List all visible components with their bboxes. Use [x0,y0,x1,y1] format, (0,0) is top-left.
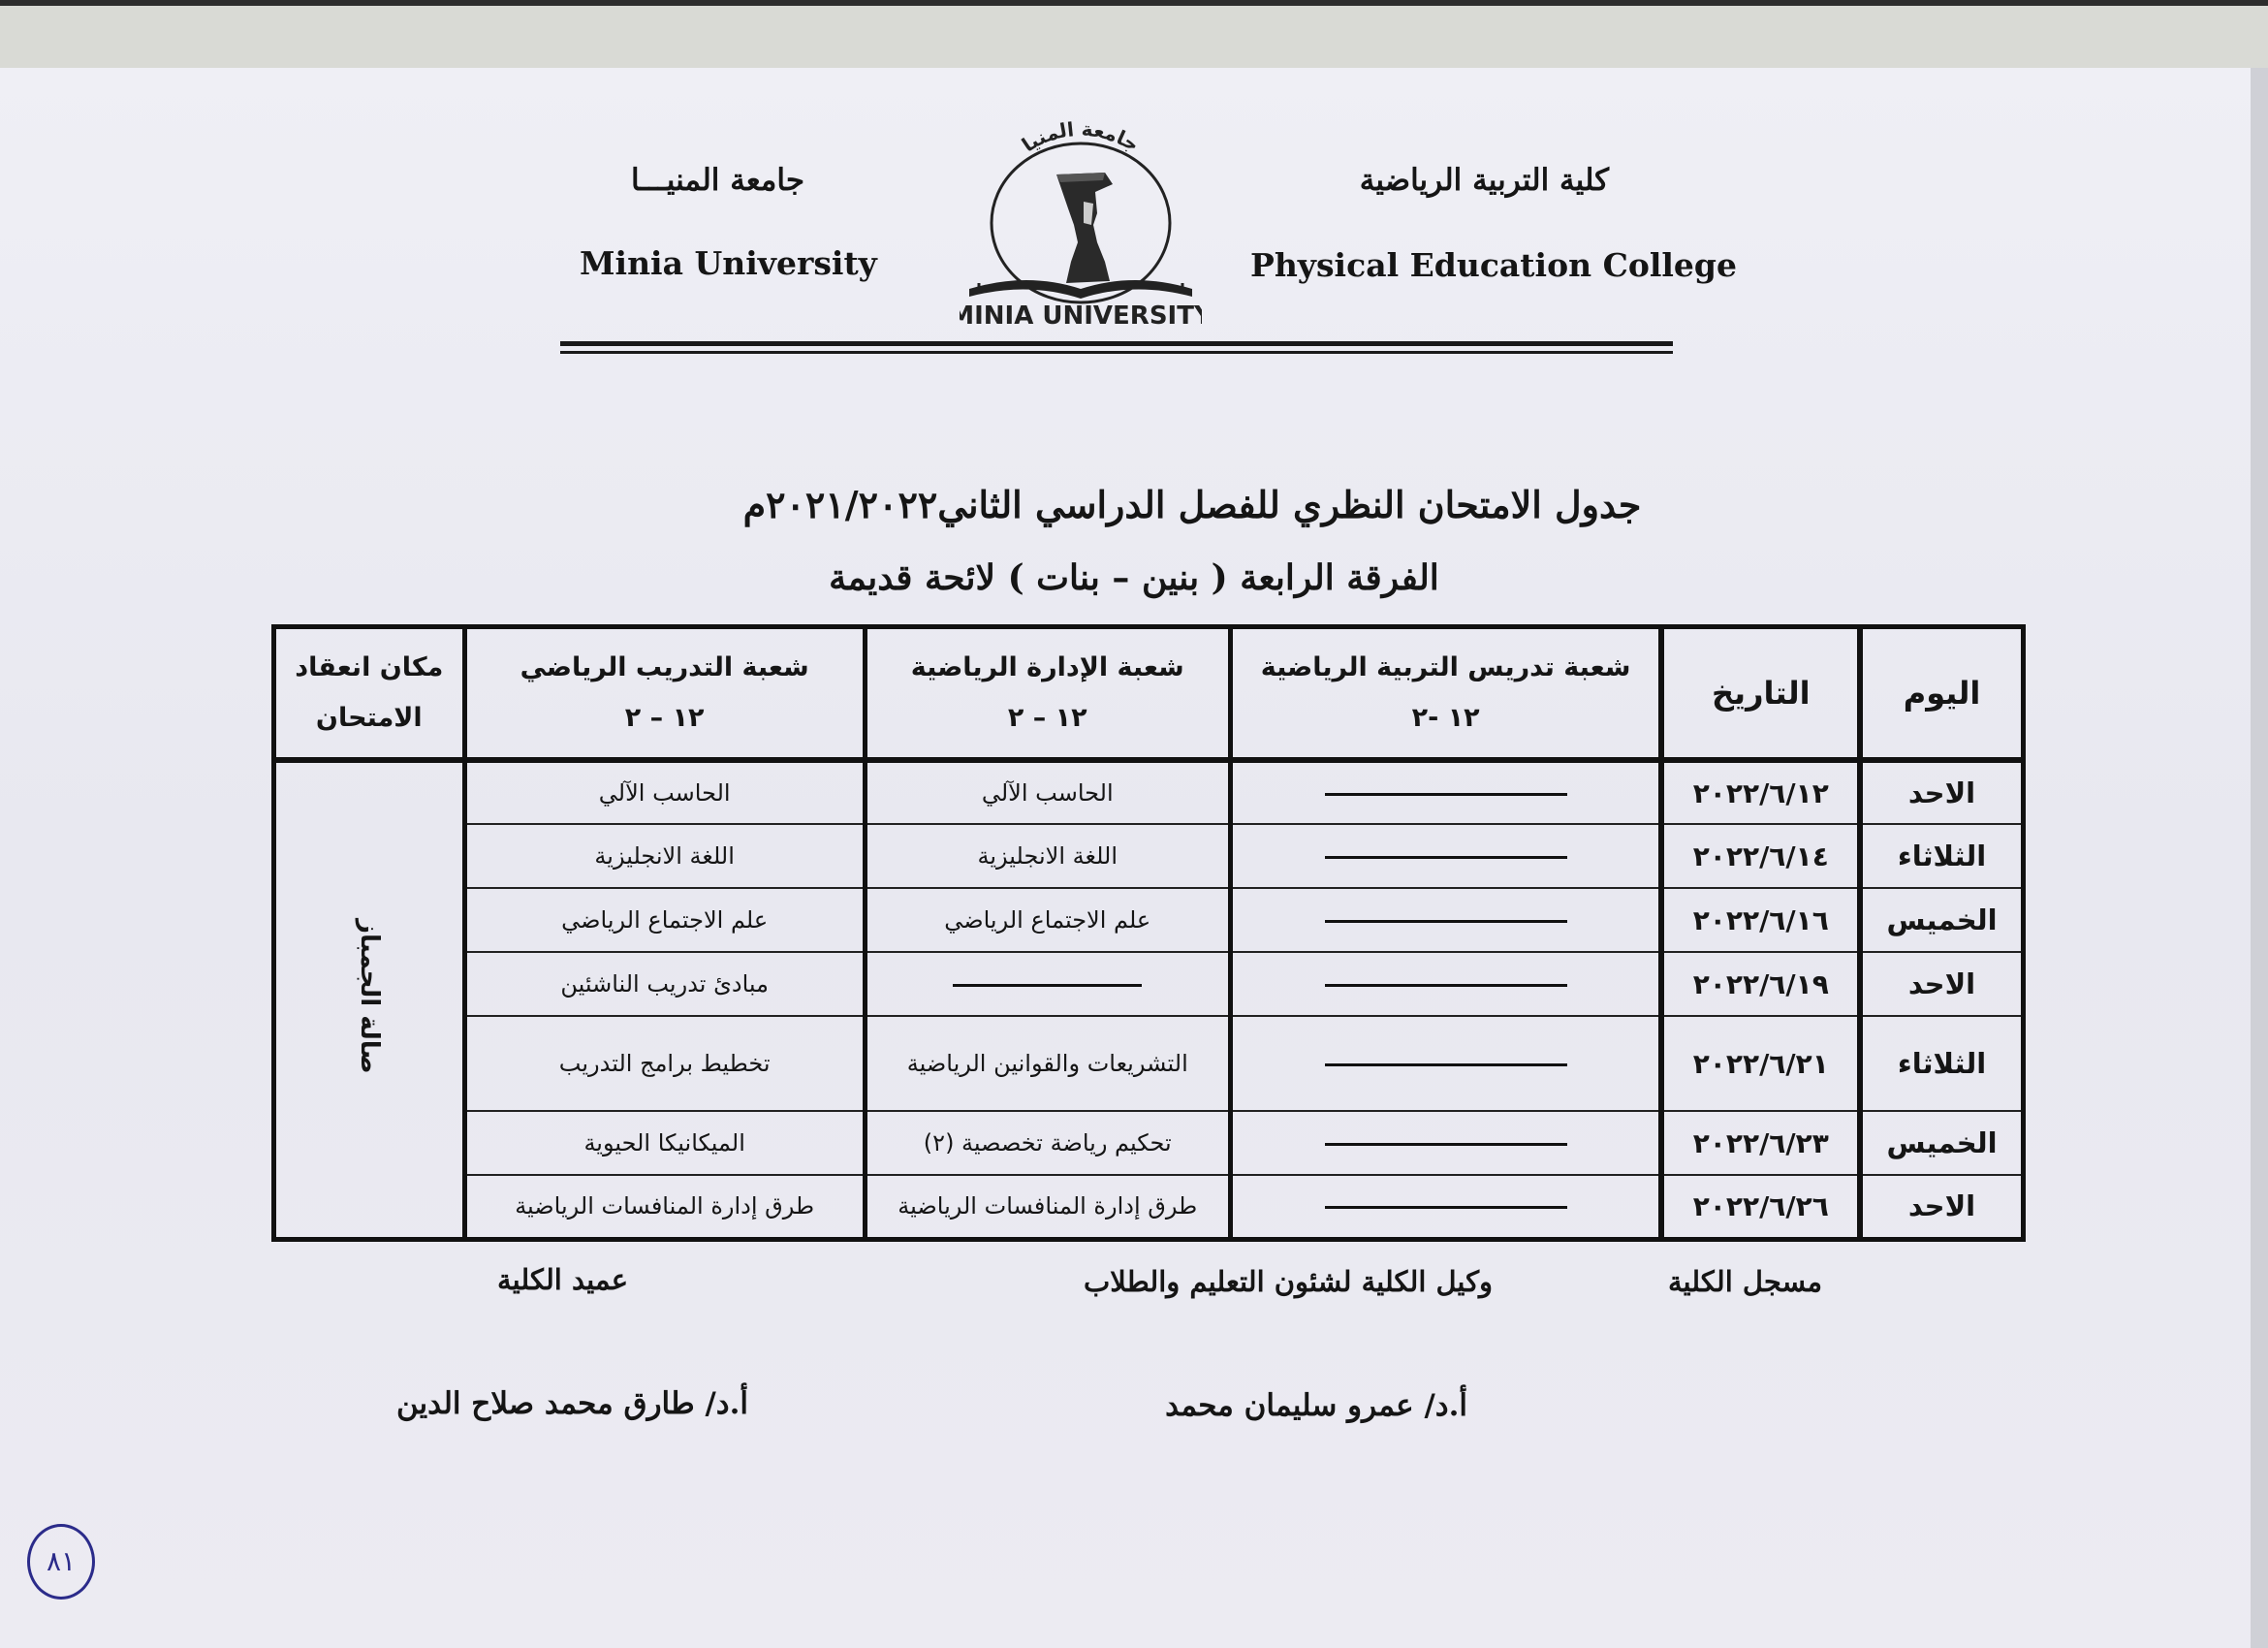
row-training-course: الحاسب الآلي [464,760,865,824]
venue-label: صالة الجمباز [354,919,384,1075]
row-training-course: اللغة الانجليزية [464,824,865,888]
header-rule-thin [560,351,1673,354]
row-date: ٢٠٢٢/٦/٢٦ [1661,1175,1860,1239]
row-day: الثلاثاء [1860,1016,2023,1111]
minia-university-logo [960,116,1202,334]
empty-dash [1325,1206,1567,1209]
header-training-code: ١٢ – ٢ [624,703,705,733]
handwritten-page-number: ٨١ [27,1524,95,1600]
header-admin-label: شعبة الإدارة الرياضية [910,652,1184,682]
row-date: ٢٠٢٢/٦/١٤ [1661,824,1860,888]
row-date: ٢٠٢٢/٦/١٩ [1661,952,1860,1016]
row-day: الاحد [1860,1175,2023,1239]
header-admin [865,627,1230,761]
header-pe-teaching-label: شعبة تدريس التربية الرياضية [1260,652,1631,682]
table-row [274,1175,2024,1239]
exam-schedule-table [271,624,2026,1242]
logo-arabic-text: جامعة المنيا [1017,116,1144,157]
college-name-english: Physical Education College [1250,246,1737,284]
row-admin-empty [865,952,1230,1016]
row-admin-course: طرق إدارة المنافسات الرياضية [865,1175,1230,1239]
row-admin-course: اللغة الانجليزية [865,824,1230,888]
venue-cell [274,760,465,1239]
row-pe-teaching-empty [1230,1111,1661,1175]
empty-dash [1325,920,1567,923]
schedule-title: جدول الامتحان النظري للفصل الدراسي الثاني٢٠٢١/٢٠٢٢م [742,483,1642,526]
row-admin-course: علم الاجتماع الرياضي [865,888,1230,952]
header-training [464,627,865,761]
row-day: الاحد [1860,952,2023,1016]
row-pe-teaching-empty [1230,760,1661,824]
university-name-arabic: جامعة المنيـــا [631,163,804,198]
header-date: التاريخ [1661,627,1860,761]
row-pe-teaching-empty [1230,1175,1661,1239]
row-admin-course: الحاسب الآلي [865,760,1230,824]
schedule-subtitle: الفرقة الرابعة ( بنين – بنات ) لائحة قديمة [829,557,1439,598]
table-row [274,888,2024,952]
row-day: الخميس [1860,888,2023,952]
row-admin-course: تحكيم رياضة تخصصية (٢) [865,1111,1230,1175]
empty-dash [1325,793,1567,796]
header-pe-teaching [1230,627,1661,761]
header-training-label: شعبة التدريب الرياضي [520,652,809,682]
row-pe-teaching-empty [1230,952,1661,1016]
row-training-course: علم الاجتماع الرياضي [464,888,865,952]
registrar-title: مسجل الكلية [1668,1265,1822,1298]
row-day: الاحد [1860,760,2023,824]
row-day: الخميس [1860,1111,2023,1175]
svg-text:جامعة المنيا [1018,117,1144,157]
row-training-course: طرق إدارة المنافسات الرياضية [464,1175,865,1239]
row-admin-course: التشريعات والقوانين الرياضية [865,1016,1230,1111]
row-pe-teaching-empty [1230,824,1661,888]
empty-dash [1325,1063,1567,1066]
row-date: ٢٠٢٢/٦/١٢ [1661,760,1860,824]
university-name-english: Minia University [580,244,877,282]
table-row [274,1016,2024,1111]
header-venue-line1: مكان انعقاد [295,652,444,682]
logo-english-text: MINIA UNIVERSITY [960,301,1202,331]
table-row [274,1111,2024,1175]
row-training-course: الميكانيكا الحيوية [464,1111,865,1175]
empty-dash [1325,1143,1567,1146]
vice-dean-title: وكيل الكلية لشئون التعليم والطلاب [1083,1265,1493,1298]
college-name-arabic: كلية التربية الرياضية [1359,163,1609,198]
row-date: ٢٠٢٢/٦/٢٣ [1661,1111,1860,1175]
empty-dash [953,984,1142,987]
row-training-course: مبادئ تدريب الناشئين [464,952,865,1016]
dean-name: أ.د/ طارق محمد صلاح الدين [395,1386,748,1421]
row-day: الثلاثاء [1860,824,2023,888]
vice-dean-name: أ.د/ عمرو سليمان محمد [1165,1388,1467,1423]
row-date: ٢٠٢٢/٦/٢١ [1661,1016,1860,1111]
empty-dash [1325,856,1567,859]
empty-dash [1325,984,1567,987]
header-venue [274,627,465,761]
table-row [274,760,2024,824]
header-rule [560,341,1673,346]
row-training-course: تخطيط برامج التدريب [464,1016,865,1111]
header-admin-code: ١٢ – ٢ [1007,703,1087,733]
row-pe-teaching-empty [1230,888,1661,952]
header-venue-line2: الامتحان [315,703,423,733]
header-day: اليوم [1860,627,2023,761]
header-pe-teaching-code: ١٢ -٢ [1411,703,1480,733]
scan-right-edge [2251,68,2268,1648]
dean-title: عميد الكلية [497,1263,628,1296]
row-date: ٢٠٢٢/٦/١٦ [1661,888,1860,952]
row-pe-teaching-empty [1230,1016,1661,1111]
table-header-row [274,627,2024,761]
table-row [274,952,2024,1016]
scan-top-band [0,0,2268,68]
table-row [274,824,2024,888]
